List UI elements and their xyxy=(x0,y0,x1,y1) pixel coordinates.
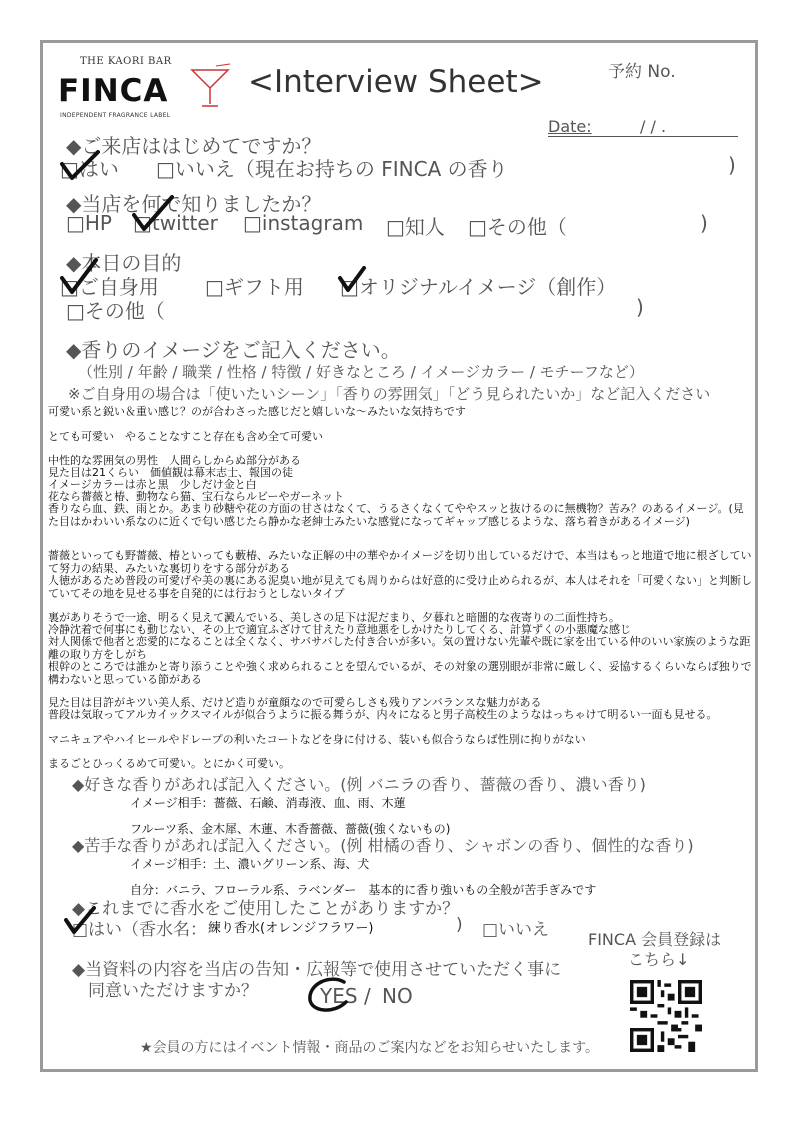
member-registration-arrow: こちら↓ xyxy=(628,950,690,969)
q8-question-line1: ◆当資料の内容を当店の告知・広報等で使用させていただく事に xyxy=(72,960,562,980)
q2-option-other[interactable]: □その他（ xyxy=(468,215,567,239)
answer-line: 香りなら血、鉄、雨とか。あまり砂糖や花の方面の甘さはなくて、うるさくなくてややスッと抜けるのに無機物？苦み？のあるイメージ。(見た目はかわいい系なのに近くで匂い感じたら静かな老紳士みたいな感覚になってギャップ感じるような、落ち着きがあるイメージ) xyxy=(48,502,744,528)
q3-option-original[interactable]: □オリジナルイメージ（創作） xyxy=(340,275,617,299)
answer-line: まるごとひっくるめて可愛い。とにかく可愛い。 xyxy=(48,757,290,770)
logo-subtitle: INDEPENDENT FRAGRANCE LABEL xyxy=(60,112,171,119)
q8-question-line2: 同意いただけますか？ xyxy=(88,981,258,1001)
q8-yes-option[interactable]: YES xyxy=(320,984,358,1008)
date-underline xyxy=(548,136,738,137)
answer-line: イメージカラーは赤と黒 少しだけ金と白 xyxy=(48,478,257,491)
q4-note: ※ご自身用の場合は「使いたいシーン」「香りの雰囲気」「どう見られたいか」など記入ください xyxy=(68,385,711,403)
answer-line: 花なら薔薇と椿、動物なら猫、宝石ならルビーやガーネット xyxy=(48,490,345,503)
q4-question: ◆香りのイメージをご記入ください。 xyxy=(66,338,401,362)
answer-line: 薔薇といっても野薔薇、椿といっても藪椿、みたいな正解の中の華やかイメージを切り出しているだけで、本当はもっと地道で地に根ざしていて努力の結果、みたいな裏切りをする部分がある xyxy=(48,549,752,575)
q7-no-option[interactable]: □いいえ xyxy=(482,920,550,940)
answer-line: 普段は気取ってアルカイックスマイルが似合うように振る舞うが、内々になると男子高校生のようなはっちゃけて明るい一面も見せる。 xyxy=(48,708,718,721)
footer-note: ★会員の方にはイベント情報・商品のご案内などをお知らせいたします。 xyxy=(140,1040,600,1056)
answer-line: 根幹のところでは誰かと寄り添うことや強く求められることを望んでいるが、その対象の選別眼が非常に厳しく、妥協するくらいならば独りで構わないと思っている節がある xyxy=(48,660,752,686)
date-value: / / . xyxy=(640,117,667,136)
answer-line: 見た目は21くらい 価値観は幕末志士、報国の徒 xyxy=(48,466,293,479)
answer-line: マニキュアやハイヒールやドレープの利いたコートなどを身に付ける、装いも似合うならば性別に拘りがない xyxy=(48,733,586,746)
q3-option-self[interactable]: □ご自身用 xyxy=(60,275,159,299)
check-mark-icon xyxy=(128,195,176,235)
q1-question: ◆ご来店ははじめてですか？ xyxy=(66,134,322,158)
answer-line: 中性的な雰囲気の男性 人間らしからぬ部分がある xyxy=(48,454,301,467)
answer-line: 可愛い系と鋭い＆重い感じ？のが合わさった感じだと嬉しいな〜みたいな気持ちです xyxy=(48,405,466,418)
member-registration-label: FINCA 会員登録は xyxy=(588,930,722,949)
q8-no-option[interactable]: NO xyxy=(382,984,413,1008)
q5-question: ◆好きな香りがあれば記入ください。(例 バニラの香り、薔薇の香り、濃い香り) xyxy=(72,775,646,794)
answer-line: 裏がありそうで一途、明るく見えて澱んでいる、美しさの足下は泥だまり、夕暮れと暗闇的な夜寄りの二面性持ち。 xyxy=(48,611,620,624)
q3-close-paren: ) xyxy=(636,295,644,319)
q4-hint: （性別 / 年齢 / 職業 / 性格 / 特徴 / 好きなところ / イメージカラー / モチーフなど） xyxy=(78,363,644,381)
reservation-label: 予約 No. xyxy=(608,62,676,82)
page-title: <Interview Sheet> xyxy=(248,64,544,100)
q8-separator: / xyxy=(364,984,371,1008)
q6-answer-1: イメージ相手：土、濃いグリーン系、海、犬 xyxy=(130,857,370,871)
q7-close-paren: ) xyxy=(456,915,463,935)
check-mark-icon xyxy=(56,258,104,298)
q2-close-paren: ) xyxy=(700,211,708,235)
q3-option-gift[interactable]: □ギフト用 xyxy=(205,275,304,299)
q5-answer-1: イメージ相手：薔薇、石鹸、消毒液、血、雨、木蓮 xyxy=(130,796,406,810)
yes-circle-mark xyxy=(304,976,354,1016)
answer-line: 人徳があるため普段の可愛げや美の裏にある泥臭い地が見えても周りからは好意的に受け止められるが、本人はそれを「可愛くない」と判断していてその地を見せる事を自発的には行おうとしないタイプ xyxy=(48,574,752,600)
q1-close-paren: ) xyxy=(728,153,736,177)
logo-finca: FINCA xyxy=(58,73,169,109)
answer-line: とても可愛い やることなすこと存在も含め全て可愛い xyxy=(48,430,323,443)
q3-option-other[interactable]: □その他（ xyxy=(66,299,165,323)
answer-line: 対人関係で他者と恋愛的になることは全くなく、サバサバした付き合いが多い。気の置けない先輩や既に家を出ている仲のいい家族のような距離の取り方をしがち xyxy=(48,635,751,661)
q1-no-option[interactable]: □いいえ（現在お持ちの FINCA の香り xyxy=(156,157,508,181)
q2-option-instagram[interactable]: □instagram xyxy=(243,211,364,235)
check-mark-icon xyxy=(56,150,104,182)
answer-line: 見た目は目許がキツい美人系、だけど造りが童顔なので可愛らしさも残りアンバランスな魅力がある xyxy=(48,696,542,709)
logo-top-text: THE KAORI BAR xyxy=(80,56,172,67)
q7-question: ◆これまでに香水をご使用したことがありますか？ xyxy=(72,899,460,919)
date-label: Date: xyxy=(548,117,592,136)
q6-answer-2: 自分：バニラ、フローラル系、ラベンダー 基本的に香り強いもの全般が苦手ぎみです xyxy=(130,883,597,897)
q2-option-twitter[interactable]: □twitter xyxy=(133,211,218,235)
check-mark-icon xyxy=(336,266,368,294)
q7-perfume-name: 練り香水(オレンジフラワー) xyxy=(208,921,374,936)
q5-answer-2: フルーツ系、金木犀、木蓮、木香薔薇、薔薇(強くないもの) xyxy=(130,822,451,836)
q2-option-hp[interactable]: □HP xyxy=(66,211,112,235)
q6-question: ◆苦手な香りがあれば記入ください。(例 柑橘の香り、シャボンの香り、個性的な香り) xyxy=(72,836,694,855)
q3-question: ◆本日の目的 xyxy=(66,251,182,275)
q2-question: ◆当店を何で知りましたか？ xyxy=(66,192,322,216)
q2-option-friend[interactable]: □知人 xyxy=(386,215,445,239)
qr-code[interactable] xyxy=(630,980,702,1052)
q1-yes-option[interactable]: □はい xyxy=(60,157,119,181)
check-mark-icon xyxy=(62,906,98,936)
answer-line: 冷静沈着で何事にも動じない、その上で適宜ふざけて甘えたり意地悪をしかけたりしてくる、計算ずくの小悪魔な感じ xyxy=(48,623,631,636)
q7-yes-option[interactable]: □はい（香水名： xyxy=(72,920,208,940)
cocktail-glass-icon xyxy=(188,62,234,112)
